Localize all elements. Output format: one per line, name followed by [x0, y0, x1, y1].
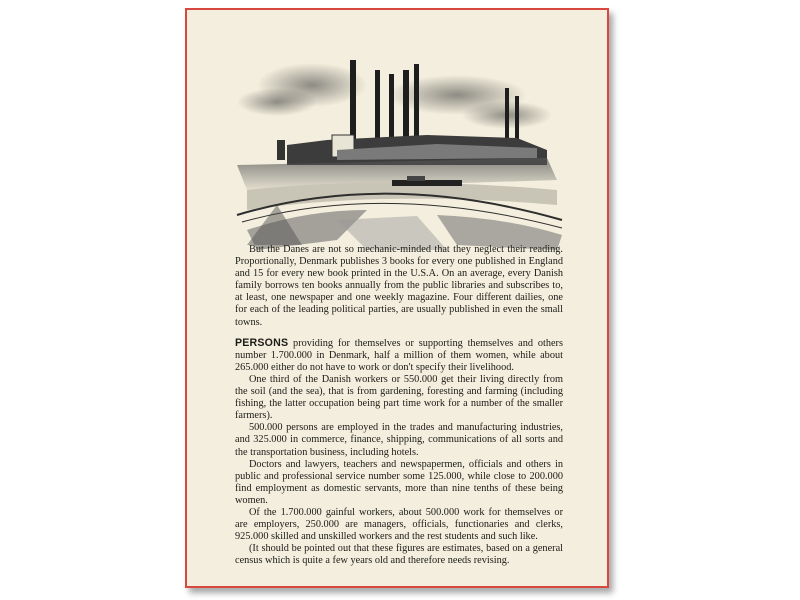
paragraph-reading: But the Danes are not so mechanic-minded that they neglect their reading. Proportionally, Denmark publishes 3 books for every one published in England and 15 for every new book printed in the U.S.A. On an average, every Danish family borrows ten books annually from the public libraries and subscribes to, at least, one newspaper and one weekly magazine. Four different dailies, one for each of the leading political parties, are usually published in even the small towns.: [235, 244, 563, 328]
paragraph-professions: Doctors and lawyers, teachers and newspapermen, officials and others in public and professional service number some 125.000, while close to 200.000 find employment as domestic servants, more than nine tenths of these being women.: [235, 458, 563, 506]
factory-landscape-illustration: [217, 40, 567, 250]
persons-text: providing for themselves or supporting themselves and others number 1.700.000 in Denmark, half a million of them women, while about 265.000 either do not have to work or don't specify their livelihood.: [235, 337, 563, 373]
document-page: [185, 8, 609, 588]
paragraph-census-note: (It should be pointed out that these figures are estimates, based on a general census which is quite a few years old and therefore needs revising.: [235, 543, 563, 567]
paragraph-gainful-workers: Of the 1.700.000 gainful workers, about 500.000 work for themselves or are employers, 250.000 are managers, officials, functionaries and clerks, 925.000 skilled and unskilled workers and the rest students and such like.: [235, 506, 563, 543]
article-text: [235, 244, 563, 567]
paragraph-soil-workers: One third of the Danish workers or 550.000 get their living directly from the soil (and the sea), that is from gardening, foresting and farming (including fishing, the latter occupation being part time work for a number of the smaller farmers).: [235, 373, 563, 422]
paragraph-trades: 500.000 persons are employed in the trades and manufacturing industries, and 325.000 in commerce, finance, shipping, communications of all sorts and the transportation business, including hotels.: [235, 422, 563, 458]
persons-heading: PERSONS: [235, 336, 289, 349]
paragraph-persons: [235, 337, 563, 374]
